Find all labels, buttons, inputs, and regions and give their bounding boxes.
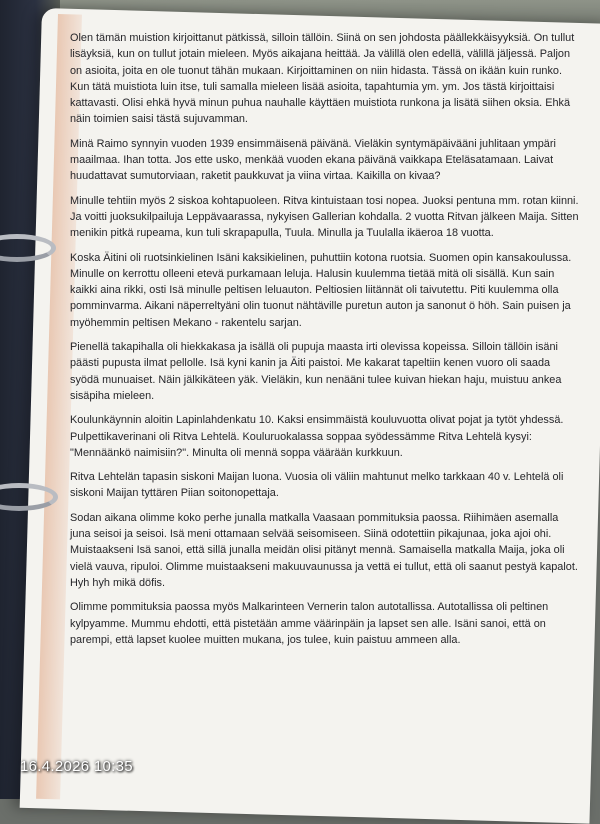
document-text: [70, 30, 580, 656]
paragraph: Minulle tehtiin myös 2 siskoa kohtapuoleen. Ritva kintuistaan tosi nopea. Juoksi pentuna mm. rotan kiinni. Ja voitti juoksukilpailuja Leppävaarassa, nykyisen Gallerian kohdalla. 2 vuotta Ritvan jälkeen Maija. Sitten menikin pitkä rupeama, kun tuli skrapapulla, Tuula. Minulla ja Tuulalla ikäeroa 18 vuotta.: [70, 194, 579, 240]
paragraph: Koska Äitini oli ruotsinkielinen Isäni kaksikielinen, puhuttiin kotona ruotsia. Suomen opin kansakoulussa. Minulle on kerrottu olleeni etevä purkamaan leluja. Halusin kuulemma tietää mitä oli sisällä. Kun sain kaikki aina rikki, osti Isä minulle peltisen leluauton. Peltiosien liitännät oli taivutettu. Piti kuulemma olla pomminvarma. Aikani näperreltyäni olin tuonut nähtäville puretun auton ja sanonut ö höh. Sain puisen ja myöhemmin peltisen Mekano - rakentelu sarjan.: [70, 251, 572, 329]
paragraph: Ritva Lehtelän tapasin siskoni Maijan luona. Vuosia oli väliin mahtunut melko tarkkaan 40 v. Lehtelä oli siskoni Maijan tyttären Piian soitonopettaja.: [70, 471, 564, 500]
paragraph: Minä Raimo synnyin vuoden 1939 ensimmäisenä päivänä. Vieläkin syntymäpäivääni juhlitaan ympäri maailmaa. Ihan totta. Jos ette usko, menkää vuoden ekana päivänä vaikkapa Eteläsatamaan. Laivat huudattavat sumutorviaan, raketit paukkuvat ja viina virtaa. Kaikilla on kivaa?: [70, 137, 556, 183]
paragraph: Pienellä takapihalla oli hiekkakasa ja isällä oli pupuja maasta irti olevissa kopeissa. Silloin tällöin isäni päästi pupusta ilmat pellolle. Isä kyni kanin ja Äiti paistoi. Me kakarat tapeltiin kenen vuoro oli saada syödä munuaiset. Näin jälkikäteen yäk. Vieläkin, kun nenääni tulee kuivan hiekan haju, muistuu ankea sisäpiha mieleen.: [70, 341, 562, 402]
paragraph: Sodan aikana olimme koko perhe junalla matkalla Vaasaan pommituksia paossa. Riihimäen asemalla juna seisoi ja seisoi. Isä meni ottamaan selvää seisomiseen. Siinä odotettiin pikajunaa, joka ajoi ohi. Muistaakseni Isä sanoi, että sillä junalla meidän olisi pitänyt mennä. Samaisella matkalla Maija, joka oli vielä vauva, ripuloi. Olimme muistaakseni makuuvaunussa ja vettä ei tullut, että oli saanut pestyä kapalot. Hyh hyh mikä döfis.: [70, 511, 578, 589]
paragraph: Olimme pommituksia paossa myös Malkarinteen Vernerin talon autotallissa. Autotallissa oli peltinen kylpyamme. Mummu ehdotti, että pistetään amme väärinpäin ja lapset sen alle. Isäni sanoi, että on parempi, että lapset kuolee muitten mukana, jos tulee, kuin paistuu ammeen alla.: [70, 601, 549, 646]
photo-timestamp: 16.4.2026 10:35: [20, 758, 133, 775]
paragraph: Koulunkäynnin aloitin Lapinlahdenkatu 10. Kaksi ensimmäistä kouluvuotta olivat pojat ja tytöt yhdessä. Pulpettikaverinani oli Ritva Lehtelä. Kouluruokalassa soppaa syödessämme Ritva Lehtelä kysyi: "Mennäänkö naimisiin?". Minulta oli mennä soppa väärään kurkkuun.: [70, 414, 564, 459]
paragraph: Olen tämän muistion kirjoittanut pätkissä, silloin tällöin. Siinä on sen johdosta päällekkäisyyksiä. On tullut lisäyksiä, kun on tullut jotain mieleen. Myös aikajana heittää. Ja välillä olen edellä, välillä jäljessä. Paljon on asioita, joita en ole tuonut tähän mukaan. Kirjoittaminen on niin hidasta. Tässä on ikään kuin runko. Kun tätä muistiota luin itse, tuli samalla mieleen lisää asioita, tapahtumia ym. ym. Jos tästä kirjoittaisi kattavasti. Olisi ehkä hyvä minun puhua nauhalle käyttäen muistiota runkona ja lisätä siihen oksia. Ehkä näin toimien saisi tästä sujuvamman.: [70, 32, 575, 126]
